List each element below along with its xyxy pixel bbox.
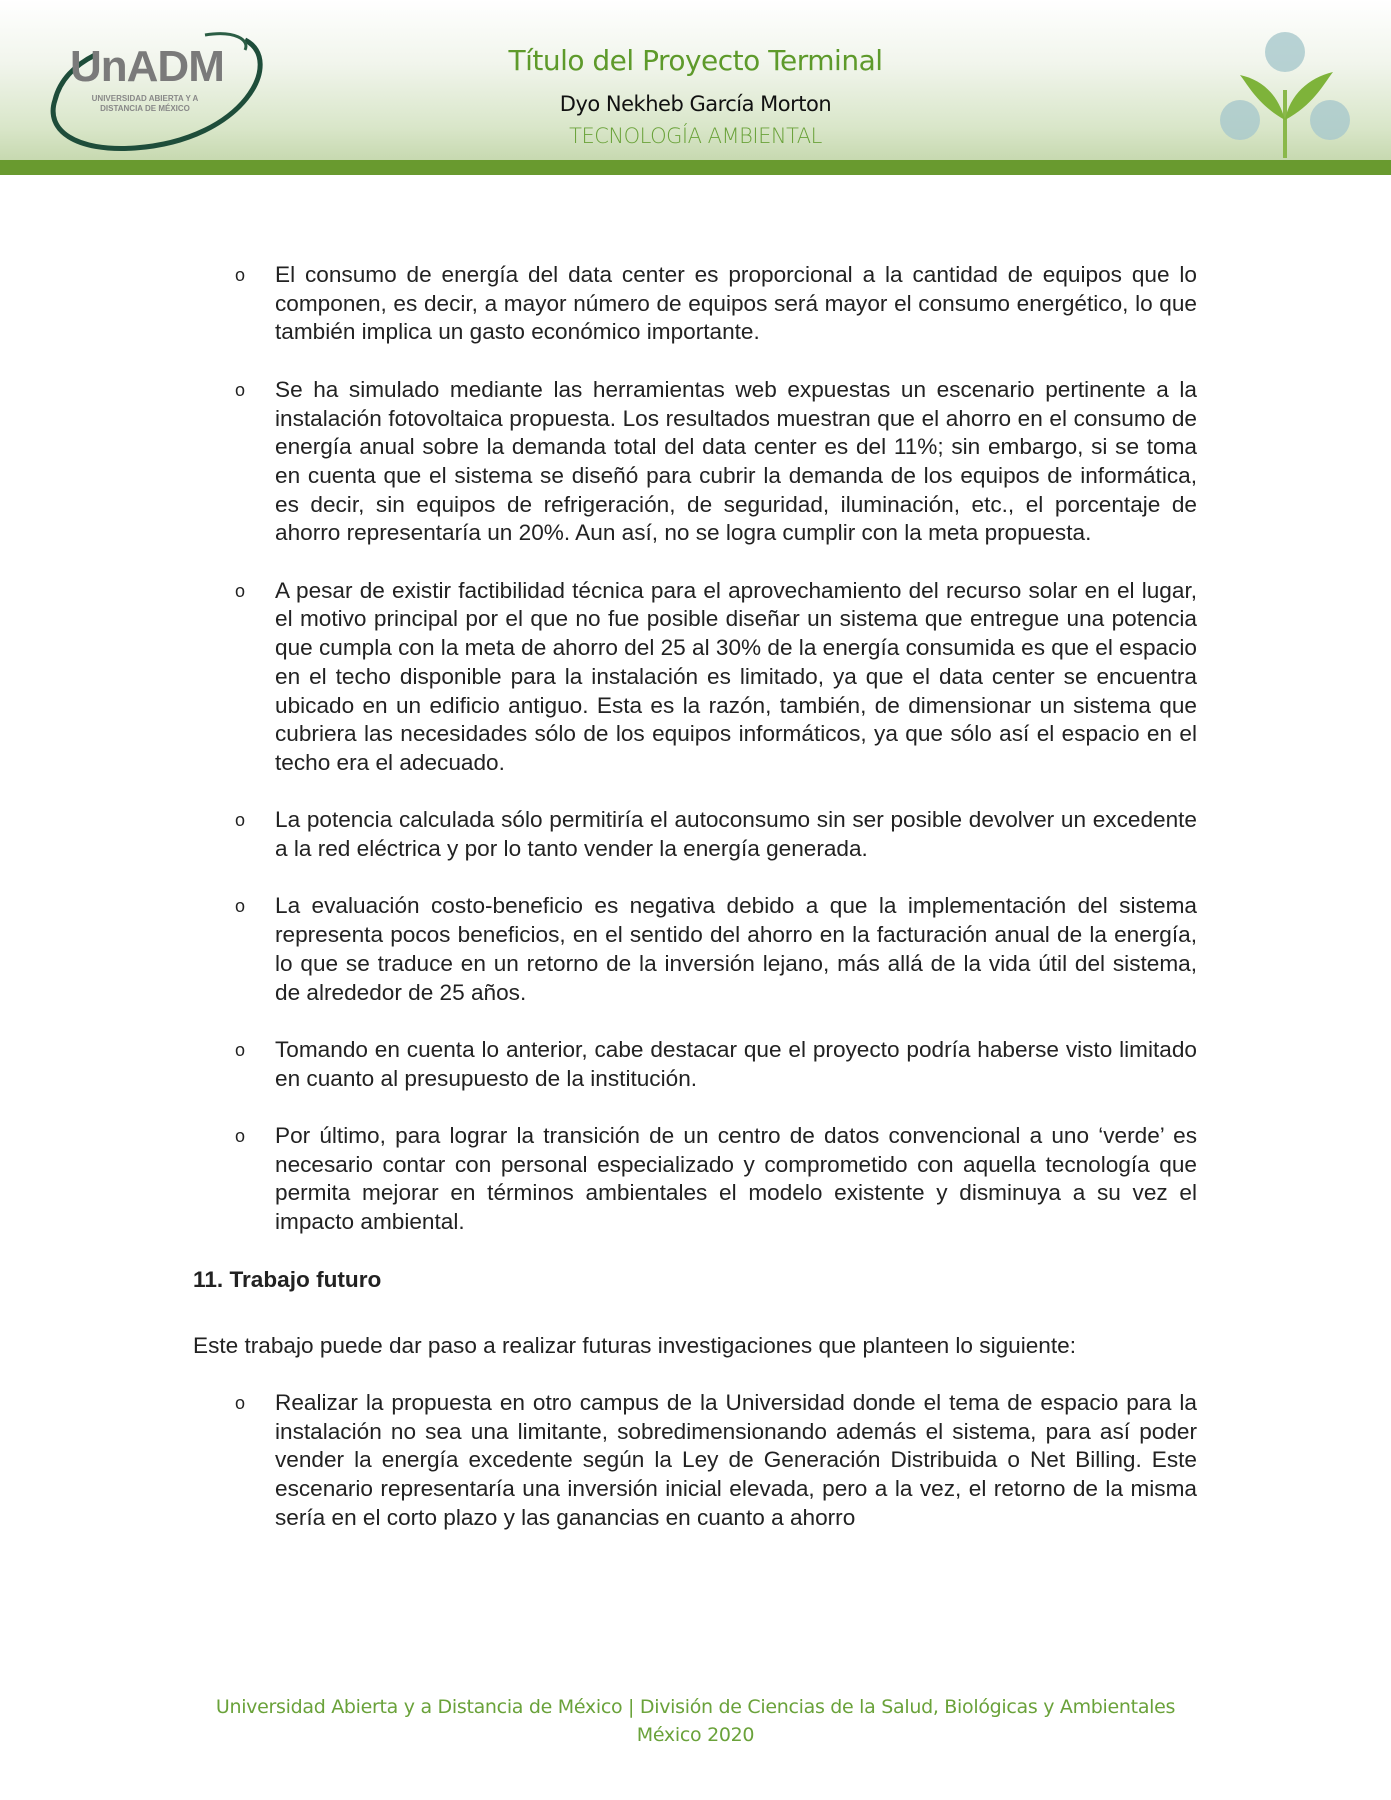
list-item (193, 806, 1197, 863)
logo-text: UnADM (70, 42, 224, 91)
list-item-text: La potencia calculada sólo permitiría el autoconsumo sin ser posible devolver un excedente a la red eléctrica y por lo tanto vender la energía generada. (275, 807, 1197, 862)
document-body (193, 261, 1197, 1561)
section-heading: 11. Trabajo futuro (193, 1266, 382, 1292)
list-item (193, 261, 1197, 347)
bullet-icon: o (235, 379, 246, 400)
bullet-icon: o (235, 265, 246, 285)
list-item-text: El consumo de energía del data center es proporcional a la cantidad de equipos que lo componen, es decir, a mayor número de equipos será mayor el consumo energético, lo que también implica un gasto económico importante. (275, 262, 1197, 345)
list-item-text: La evaluación costo-beneficio es negativa debido a que la implementación del sistema representa pocos beneficios, en el sentido del ahorro en la facturación anual de la energía, lo que se traduce en un retorno de la inversión lejano, más allá de la vida útil del sistema, de alrededor de 25 años. (275, 893, 1197, 1005)
list-item (193, 892, 1197, 1007)
bullet-icon: o (235, 896, 246, 917)
section-intro: Este trabajo puede dar paso a realizar futuras investigaciones que planteen lo siguiente: (193, 1333, 1076, 1359)
header-bar (0, 160, 1391, 175)
bullet-icon: o (235, 1126, 246, 1146)
list-item (193, 1036, 1197, 1093)
list-item (193, 1389, 1197, 1533)
list-item (193, 376, 1197, 548)
list-item-text: Realizar la propuesta en otro campus de la Universidad donde el tema de espacio para la instalación no sea una limitante, sobredimensionando además el sistema, para así poder vender la energía excedente según la Ley de Generación Distribuida o Net Billing. Este escenario representaría una inversión inicial elevada, pero a la vez, el retorno de la misma sería en el corto plazo y las ganancias en cuanto a ahorro (275, 1389, 1197, 1530)
list-item-text: Se ha simulado mediante las herramientas web expuestas un escenario pertinente a la instalación fotovoltaica propuesta. Los resultados muestran que el ahorro en el consumo de energía anual sobre la demanda total del data center es del 11%; sin embargo, si se toma en cuenta que el sistema se diseñó para cubrir la demanda de los equipos de informática, es decir, sin equipos de refrigeración, de seguridad, iluminación, etc., el porcentaje de ahorro representaría un 20%. Aun así, no se logra cumplir con la meta propuesta. (275, 376, 1197, 546)
program-name: TECNOLOGÍA AMBIENTAL (569, 124, 822, 148)
list-item-text: A pesar de existir factibilidad técnica para el aprovechamiento del recurso solar en el lugar, el motivo principal por el que no fue posible diseñar un sistema que entregue una potencia que cumpla con la meta de ahorro del 25 al 30% de la energía consumida es que el espacio en el techo disponible para la instalación es limitado, ya que el data center se encuentra ubicado en un edificio antiguo. Esta es la razón, también, de dimensionar un sistema que cubriera las necesidades sólo de los equipos informáticos, ya que sólo así el espacio en el techo era el adecuado. (275, 577, 1197, 775)
list-item (193, 577, 1197, 778)
list-item (193, 1122, 1197, 1237)
bullet-icon: o (235, 580, 246, 601)
page-header (0, 0, 1391, 160)
logo-subtitle: UNIVERSIDAD ABIERTA Y A DISTANCIA DE MÉXICO (91, 94, 199, 113)
project-title: Título del Proyecto Terminal (508, 44, 883, 77)
bullet-icon: o (235, 810, 246, 831)
list-item-text: Por último, para lograr la transición de un centro de datos convencional a uno ‘verde’ es necesario contar con personal especializado y comprometido con aquella tecnología que permita mejorar en términos ambientales el modelo existente y disminuya a su vez el impacto ambiental. (275, 1123, 1197, 1235)
footer-year: México 2020 (636, 1724, 755, 1746)
list-item-text: Tomando en cuenta lo anterior, cabe destacar que el proyecto podría haberse visto limitado en cuanto al presupuesto de la institución. (275, 1036, 1197, 1091)
footer-institution: Universidad Abierta y a Distancia de México | División de Ciencias de la Salud, Biológicas y Ambientales (215, 1696, 1176, 1718)
bullet-icon: o (235, 1039, 246, 1060)
bullet-icon: o (235, 1392, 246, 1413)
author-name: Dyo Nekheb García Morton (559, 92, 832, 116)
